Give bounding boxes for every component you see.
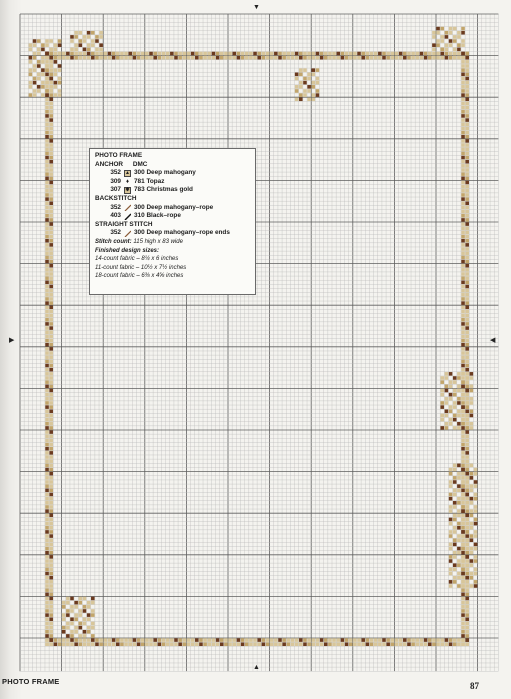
key-color-row [95,186,250,195]
straight-stitch-row [95,229,250,238]
finished-size: 18-count fabric – 6⅜ x 4⅝ inches [95,273,184,280]
stitch-count-label: Stitch count: [95,238,132,245]
key-color-row [95,169,250,178]
anchor-header: ANCHOR [95,160,124,168]
page-number: 87 [470,681,479,691]
dmc-color: 300 Deep mahogany–rope ends [134,229,230,237]
anchor-number: 403 [110,212,121,220]
dmc-color: 300 Deep mahogany [134,169,196,177]
left-center-arrow-icon: ▶ [9,337,15,344]
finished-sizes-title: Finished design sizes: [95,247,160,254]
anchor-number: 352 [110,203,121,211]
anchor-number: 352 [110,169,121,177]
anchor-number: 307 [110,186,121,194]
straight-stitch-title: STRAIGHT STITCH [95,220,153,228]
key-color-row [95,178,250,187]
backstitch-row [95,204,250,213]
anchor-number: 309 [110,177,121,185]
footer-title: PHOTO FRAME [2,677,60,686]
dmc-color: 310 Black–rope [134,212,181,220]
color-key [89,148,256,295]
right-center-arrow-icon: ◀ [490,337,496,344]
finished-size: 11-count fabric – 10½ x 7½ inches [95,264,187,271]
dmc-color: 300 Deep mahogany–rope [134,203,214,211]
dmc-header: DMC [132,160,148,168]
backstitch-line-icon [124,213,131,220]
key-title: PHOTO FRAME [95,152,143,159]
anchor-number: 352 [110,229,121,237]
straight-stitch-line-icon [124,230,131,237]
key-headers [95,161,250,170]
stitch-count-value: 115 high x 83 wide [133,238,183,245]
backstitch-title: BACKSTITCH [95,194,137,202]
backstitch-line-icon [124,204,131,211]
top-center-arrow-icon: ▼ [253,4,260,11]
backstitch-row [95,212,250,221]
dmc-color: 781 Topaz [134,177,165,185]
stitch-count [95,238,250,247]
asterisk-symbol-icon: ✱ [125,187,130,194]
finished-size: 14-count fabric – 8¼ x 6 inches [95,256,179,263]
bottom-center-arrow-icon: ▲ [253,664,260,671]
diamond-symbol-icon: ♦ [125,178,130,185]
dmc-color: 783 Christmas gold [134,186,193,194]
triangle-symbol-icon: ▲ [125,169,130,176]
